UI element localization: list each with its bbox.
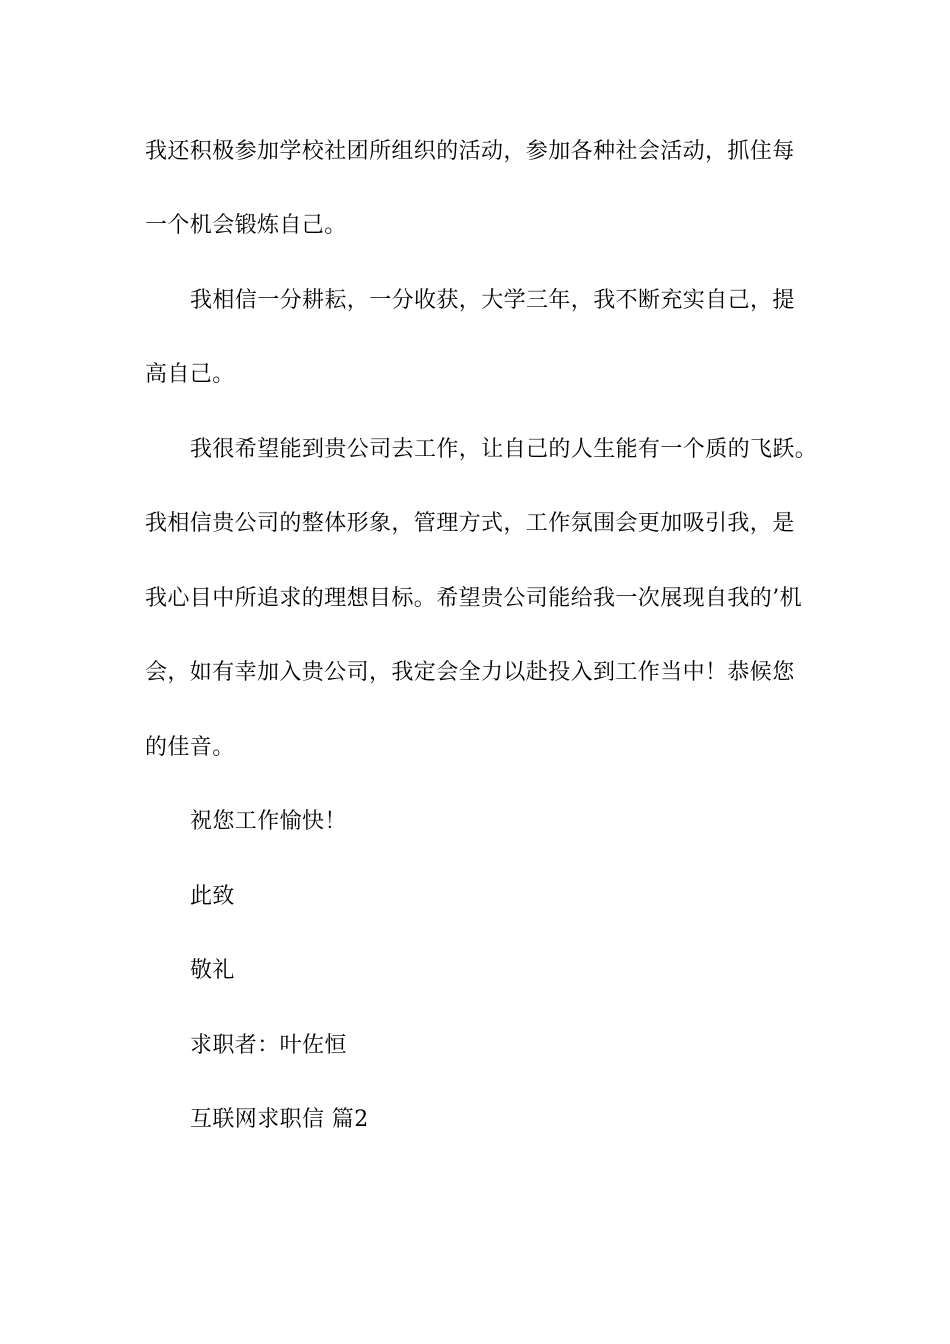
section-heading: 互联网求职信 篇2	[190, 1107, 369, 1132]
paragraph-line: 高自己。	[145, 362, 235, 387]
paragraph-line: 我还积极参加学校社团所组织的活动，参加各种社会活动，抓住每	[145, 139, 795, 164]
paragraph-line: 我相信贵公司的整体形象，管理方式，工作氛围会更加吸引我，是	[145, 511, 795, 536]
salutation-line: 此致	[190, 884, 235, 909]
closing-wish: 祝您工作愉快！	[190, 809, 347, 834]
paragraph-line: 我心目中所追求的理想目标。希望贵公司能给我一次展现自我的’机	[145, 586, 802, 611]
paragraph-line: 会，如有幸加入贵公司，我定会全力以赴投入到工作当中！恭候您	[145, 660, 795, 685]
paragraph-line: 一个机会锻炼自己。	[145, 213, 347, 238]
paragraph-line: 我很希望能到贵公司去工作，让自己的人生能有一个质的飞跃。	[190, 437, 818, 462]
salutation-line: 敬礼	[190, 958, 235, 983]
paragraph-line: 的佳音。	[145, 735, 235, 760]
paragraph-line: 我相信一分耕耘，一分收获，大学三年，我不断充实自己，提	[190, 288, 795, 313]
applicant-signature: 求职者：叶佐恒	[190, 1033, 347, 1058]
